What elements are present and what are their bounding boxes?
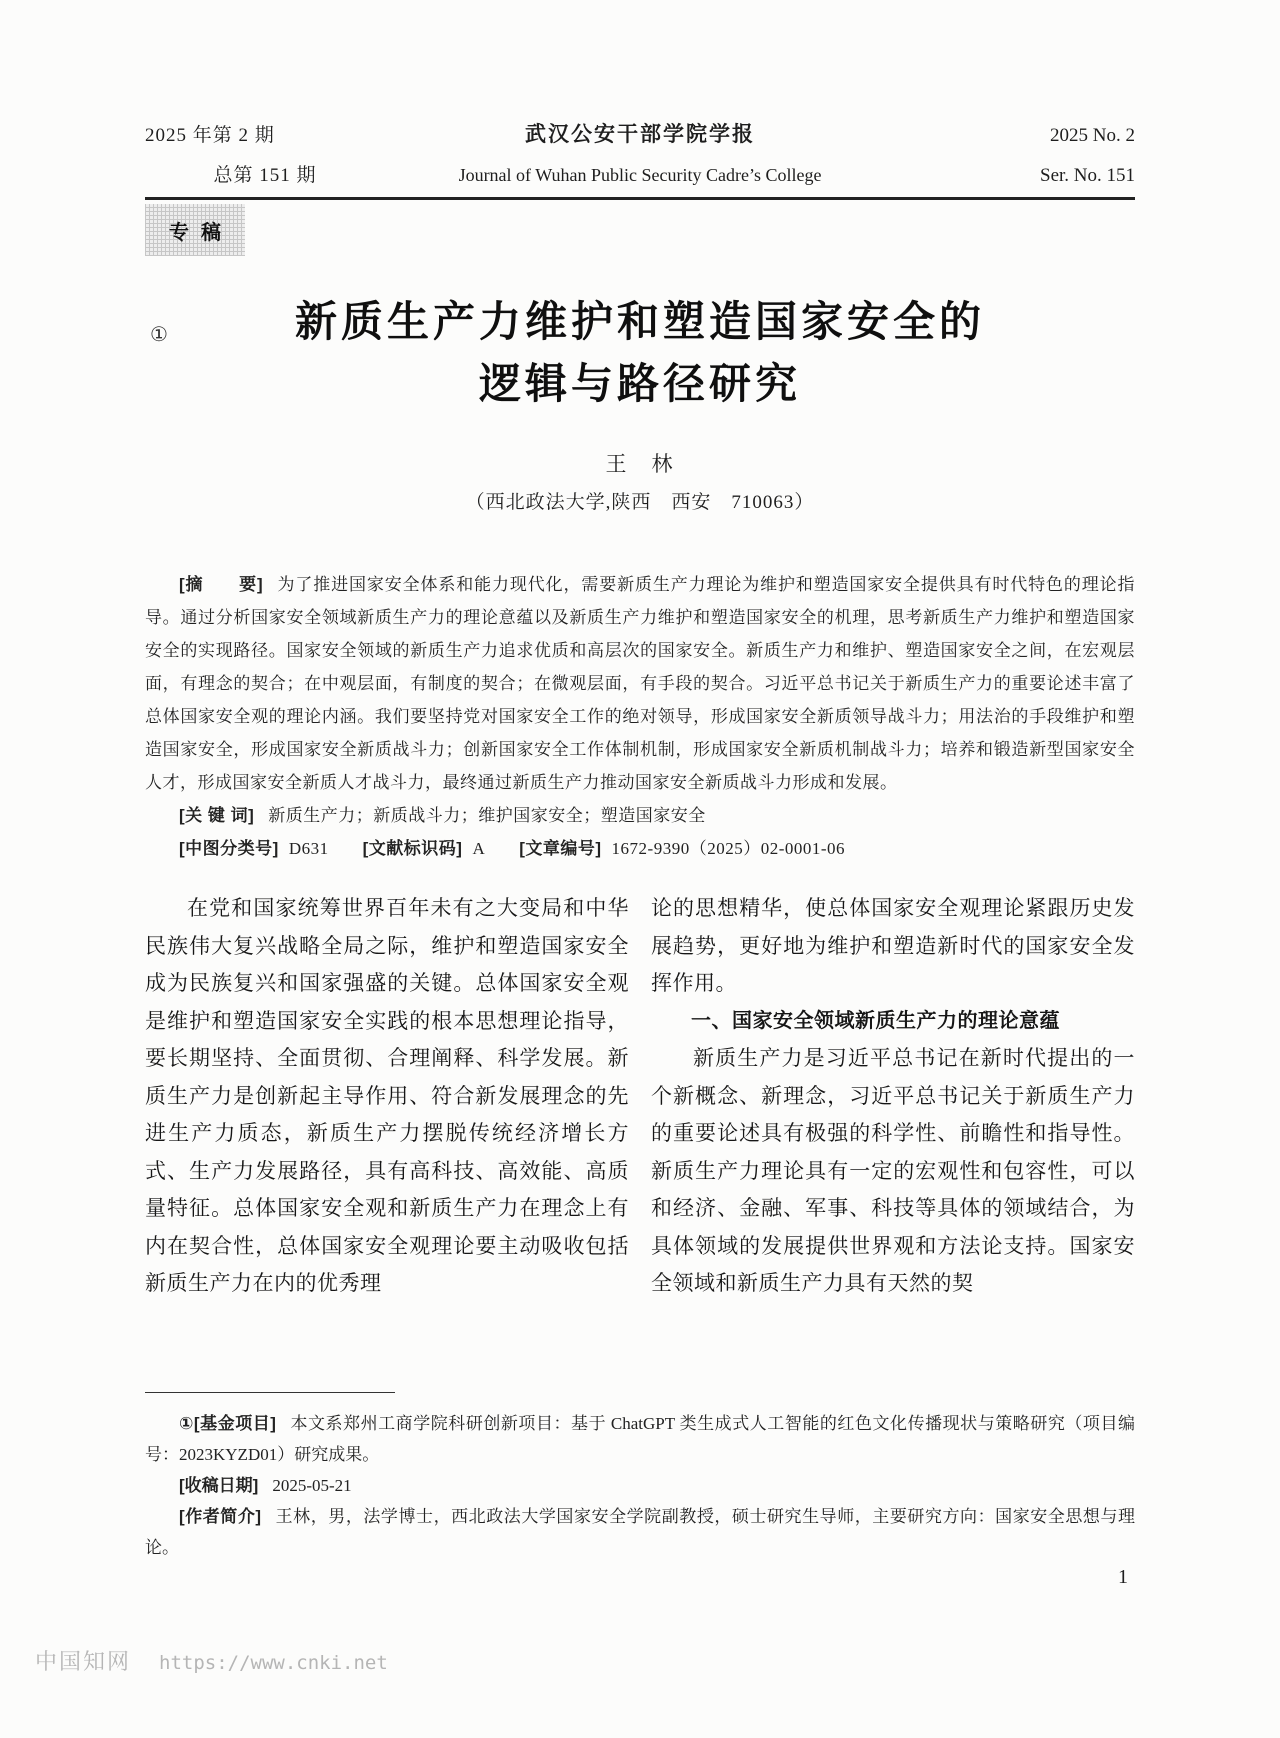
fund-project-text: 本文系郑州工商学院科研创新项目：基于 ChatGPT 类生成式人工智能的红色文化传播现状与策略研究（项目编号：2023KYZD01）研究成果。 [145, 1414, 1135, 1464]
journal-title-cn: 武汉公安干部学院学报 [525, 122, 755, 146]
body-paragraph-left: 在党和国家统筹世界百年未有之大变局和中华民族伟大复兴战略全局之际，维护和塑造国家安全成为民族复兴和国家强盛的关键。总体国家安全观是维护和塑造国家安全实践的根本思想理论指导，要长期坚持、全面贯彻、合理阐释、科学发展。新质生产力是创新起主导作用、符合新发展理念的先进生产力质态，新质生产力摆脱传统经济增长方式、生产力发展路径，具有高科技、高效能、高质量特征。总体国家安全观和新质生产力在理念上有内在契合性，总体国家安全观理论要主动吸收包括新质生产力在内的优秀理 [145, 896, 629, 1295]
cnki-watermark-url: https://www.cnki.net [159, 1652, 388, 1674]
issue-info-en-line2: Ser. No. 151 [1040, 165, 1135, 186]
body-paragraph-right-2: 新质生产力是习近平总书记在新时代提出的一个新概念、新理念，习近平总书记关于新质生产力的重要论述具有极强的科学性、前瞻性和指导性。新质生产力理论具有一定的宏观性和包容性，可以和经济、金融、军事、科技等具体的领域结合，为具体领域的发展提供世界观和方法论支持。国家安全领域和新质生产力具有天然的契 [651, 1046, 1135, 1295]
body-column-right [651, 890, 1135, 1303]
abstract-text: 为了推进国家安全体系和能力现代化，需要新质生产力理论为维护和塑造国家安全提供具有时代特色的理论指导。通过分析国家安全领域新质生产力的理论意蕴以及新质生产力维护和塑造国家安全的机理，思考新质生产力维护和塑造国家安全的实现路径。国家安全领域的新质生产力追求优质和高层次的国家安全。新质生产力和维护、塑造国家安全之间，在宏观层面，有理念的契合；在中观层面，有制度的契合；在微观层面，有手段的契合。习近平总书记关于新质生产力的重要论述丰富了总体国家安全观的理论内涵。我们要坚持党对国家安全工作的绝对领导，形成国家安全新质领导战斗力；用法治的手段维护和塑造国家安全，形成国家安全新质战斗力；创新国家安全工作体制机制，形成国家安全新质机制战斗力；培养和锻造新型国家安全人才，形成国家安全新质人才战斗力，最终通过新质生产力推动国家安全新质战斗力形成和发展。 [145, 575, 1136, 792]
body-paragraph-right-1: 论的思想精华，使总体国家安全观理论紧跟历史发展趋势，更好地为维护和塑造新时代的国家安全发挥作用。 [651, 896, 1135, 995]
author-affiliation: （西北政法大学,陕西 西安 710063） [465, 492, 815, 513]
article-id-label: [文章编号] [519, 839, 602, 858]
body-columns [145, 890, 1135, 1303]
received-date-text: 2025-05-21 [272, 1476, 352, 1495]
title-footnote-marker: ① [150, 324, 168, 346]
doc-code-pair [363, 839, 486, 858]
cnki-watermark [35, 1645, 388, 1676]
classification-line [145, 832, 1135, 865]
article-title-line1: 新质生产力维护和塑造国家安全的 [294, 300, 985, 346]
received-date-label: [收稿日期] [179, 1476, 259, 1495]
cnki-watermark-site: 中国知网 [35, 1649, 132, 1674]
doc-code-value: A [472, 839, 486, 858]
article-title [145, 292, 1135, 416]
body-column-left [145, 890, 629, 1303]
issue-info-en-line1: 2025 No. 2 [1050, 125, 1135, 146]
footnotes-block [145, 1408, 1135, 1563]
abstract-paragraph [145, 568, 1135, 799]
fund-project-label: ①[基金项目] [179, 1414, 276, 1433]
column-tag-special-contribution: 专稿 [145, 204, 245, 256]
author-bio-label: [作者简介] [179, 1507, 262, 1526]
section-heading-1: 一、国家安全领域新质生产力的理论意蕴 [691, 1009, 1060, 1032]
clc-pair [179, 839, 329, 858]
header-divider-rule [145, 197, 1135, 200]
journal-header-row-2 [145, 160, 1135, 187]
footnote-divider-rule [145, 1392, 395, 1393]
author-bio-note [145, 1501, 1135, 1563]
article-id-value: 1672-9390（2025）02-0001-06 [611, 839, 846, 858]
doc-code-label: [文献标识码] [362, 839, 463, 858]
received-date-note [145, 1470, 1135, 1501]
abstract-label: [摘 要] [179, 575, 264, 594]
keywords-label: [关 键 词] [179, 806, 255, 825]
issue-info-cn-line1: 2025 年第 2 期 [145, 125, 275, 146]
journal-header-row-1 [145, 118, 1135, 148]
author-bio-text: 王林，男，法学博士，西北政法大学国家安全学院副教授，硕士研究生导师，主要研究方向：国家安全思想与理论。 [145, 1507, 1136, 1557]
abstract-block [145, 568, 1135, 865]
keywords-text: 新质生产力；新质战斗力；维护国家安全；塑造国家安全 [268, 806, 706, 825]
journal-title-en: Journal of Wuhan Public Security Cadre’s College [458, 165, 822, 185]
keywords-line [145, 799, 1135, 832]
page-number: 1 [1118, 1566, 1128, 1588]
article-title-line2: 逻辑与路径研究 [478, 362, 801, 408]
clc-value: D631 [288, 839, 329, 858]
issue-info-cn-line2: 总第 151 期 [213, 165, 317, 186]
author-name: 王 林 [605, 452, 675, 476]
fund-project-note [145, 1408, 1135, 1470]
clc-label: [中图分类号] [179, 839, 279, 858]
article-id-pair [519, 839, 845, 858]
